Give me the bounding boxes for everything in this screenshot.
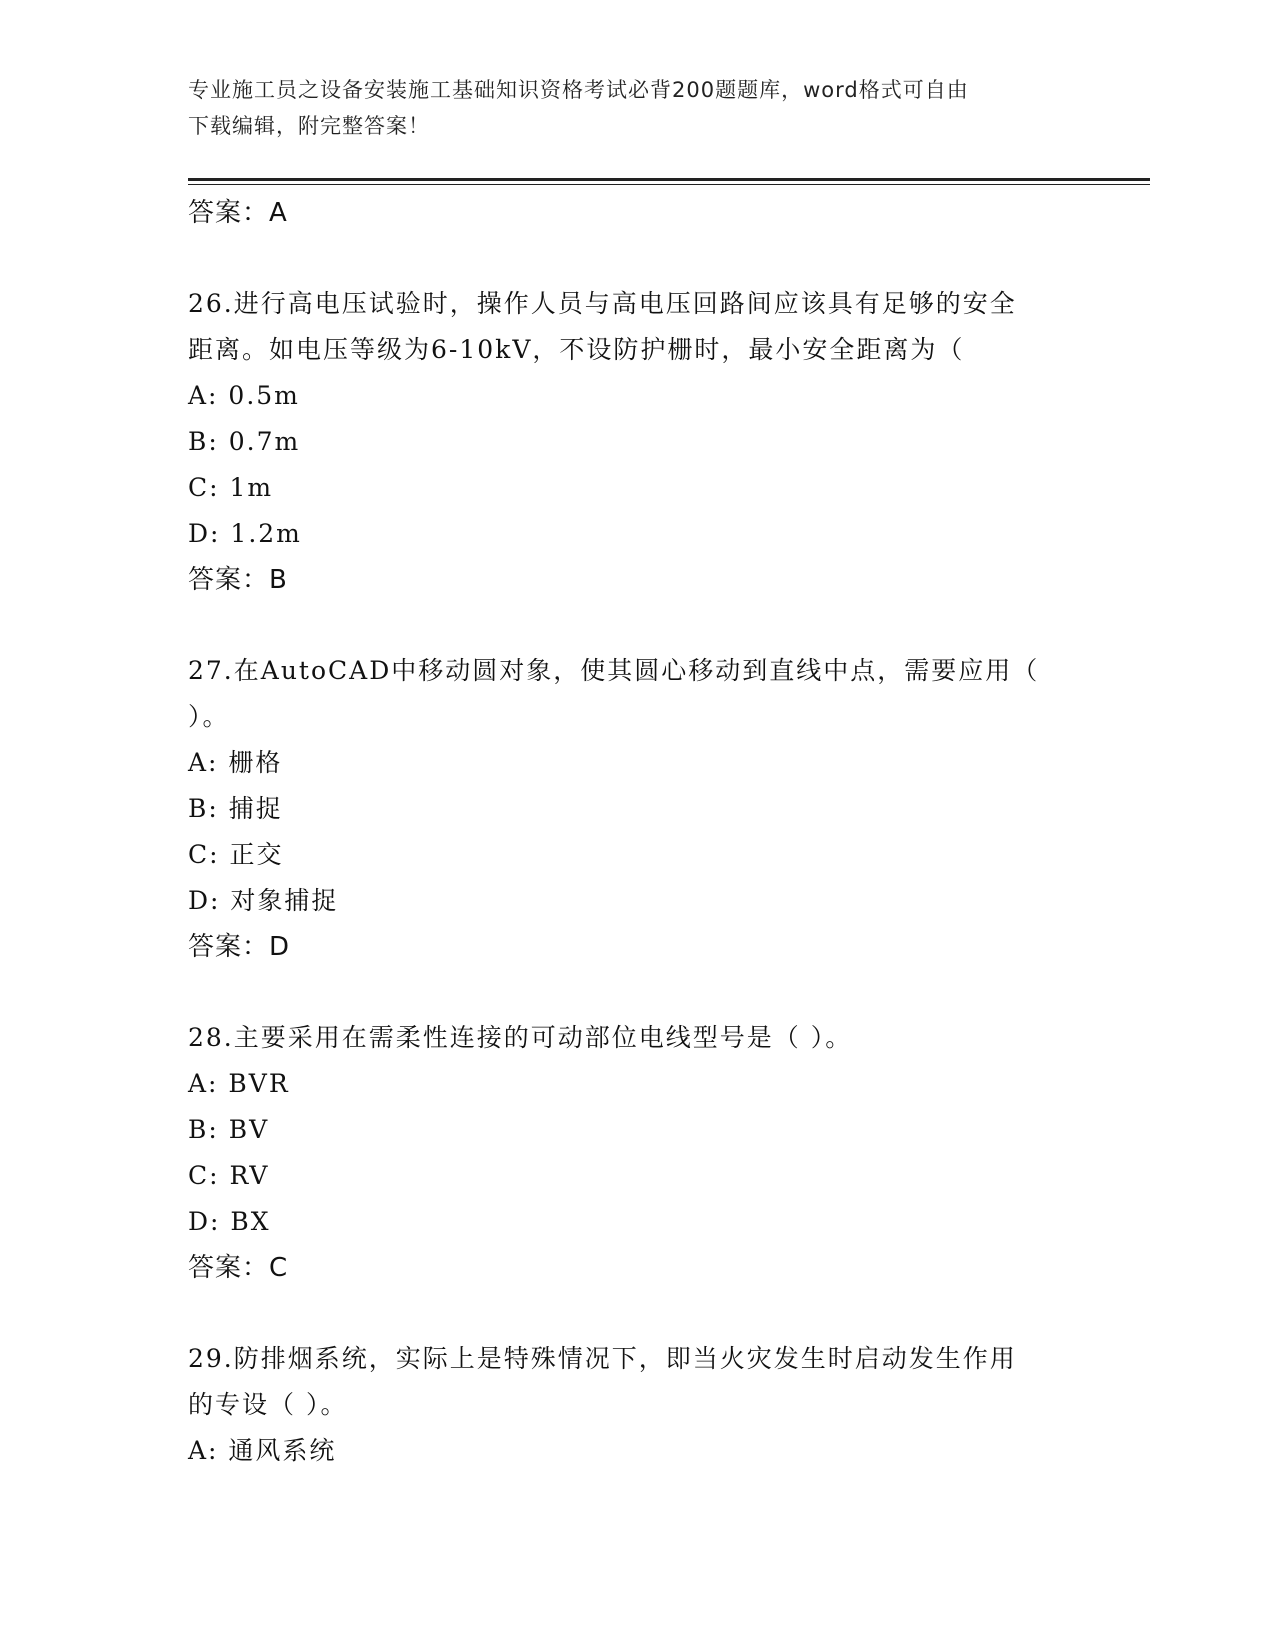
- question-26: [188, 281, 1088, 603]
- option-a: A: BVR: [188, 1069, 290, 1098]
- header-divider-thin: [188, 184, 1150, 185]
- question-stem: 28.主要采用在需柔性连接的可动部位电线型号是（ ）。: [188, 1023, 853, 1052]
- option-a: A: 通风系统: [188, 1436, 337, 1465]
- header-line-1: 专业施工员之设备安装施工基础知识资格考试必背200题题库，word格式可自由: [188, 78, 969, 102]
- option-c: C: 1m: [188, 473, 274, 502]
- option-d: D: 1.2m: [188, 519, 302, 548]
- question-29: [188, 1336, 1088, 1474]
- option-d: D: 对象捕捉: [188, 886, 339, 915]
- option-b: B: 0.7m: [188, 427, 301, 456]
- question-stem: 27.在AutoCAD中移动圆对象，使其圆心移动到直线中点，需要应用（: [188, 656, 1040, 685]
- header-line-2: 下载编辑，附完整答案！: [188, 114, 430, 138]
- option-b: B: 捕捉: [188, 794, 283, 823]
- question-stem: 29.防排烟系统，实际上是特殊情况下，即当火灾发生时启动发生作用: [188, 1344, 1017, 1373]
- answer: 答案：D: [188, 932, 291, 962]
- option-c: C: RV: [188, 1161, 270, 1190]
- previous-answer: 答案：A: [188, 198, 288, 228]
- option-b: B: BV: [188, 1115, 270, 1144]
- header-divider-thick: [188, 178, 1150, 181]
- question-28: [188, 1015, 1088, 1291]
- question-stem-continued: ）。: [188, 702, 230, 731]
- question-stem: 26.进行高电压试验时，操作人员与高电压回路间应该具有足够的安全: [188, 289, 1017, 318]
- question-stem-continued: 的专设（ ）。: [188, 1390, 348, 1419]
- option-a: A: 0.5m: [188, 381, 300, 410]
- question-stem-continued: 距离。如电压等级为6-10kV，不设防护栅时，最小安全距离为（: [188, 335, 965, 364]
- document-header: [188, 72, 1078, 144]
- option-d: D: BX: [188, 1207, 271, 1236]
- option-a: A: 栅格: [188, 748, 283, 777]
- question-27: [188, 648, 1088, 970]
- answer: 答案：B: [188, 565, 288, 595]
- answer: 答案：C: [188, 1253, 289, 1283]
- question-list: [188, 190, 1088, 1474]
- option-c: C: 正交: [188, 840, 284, 869]
